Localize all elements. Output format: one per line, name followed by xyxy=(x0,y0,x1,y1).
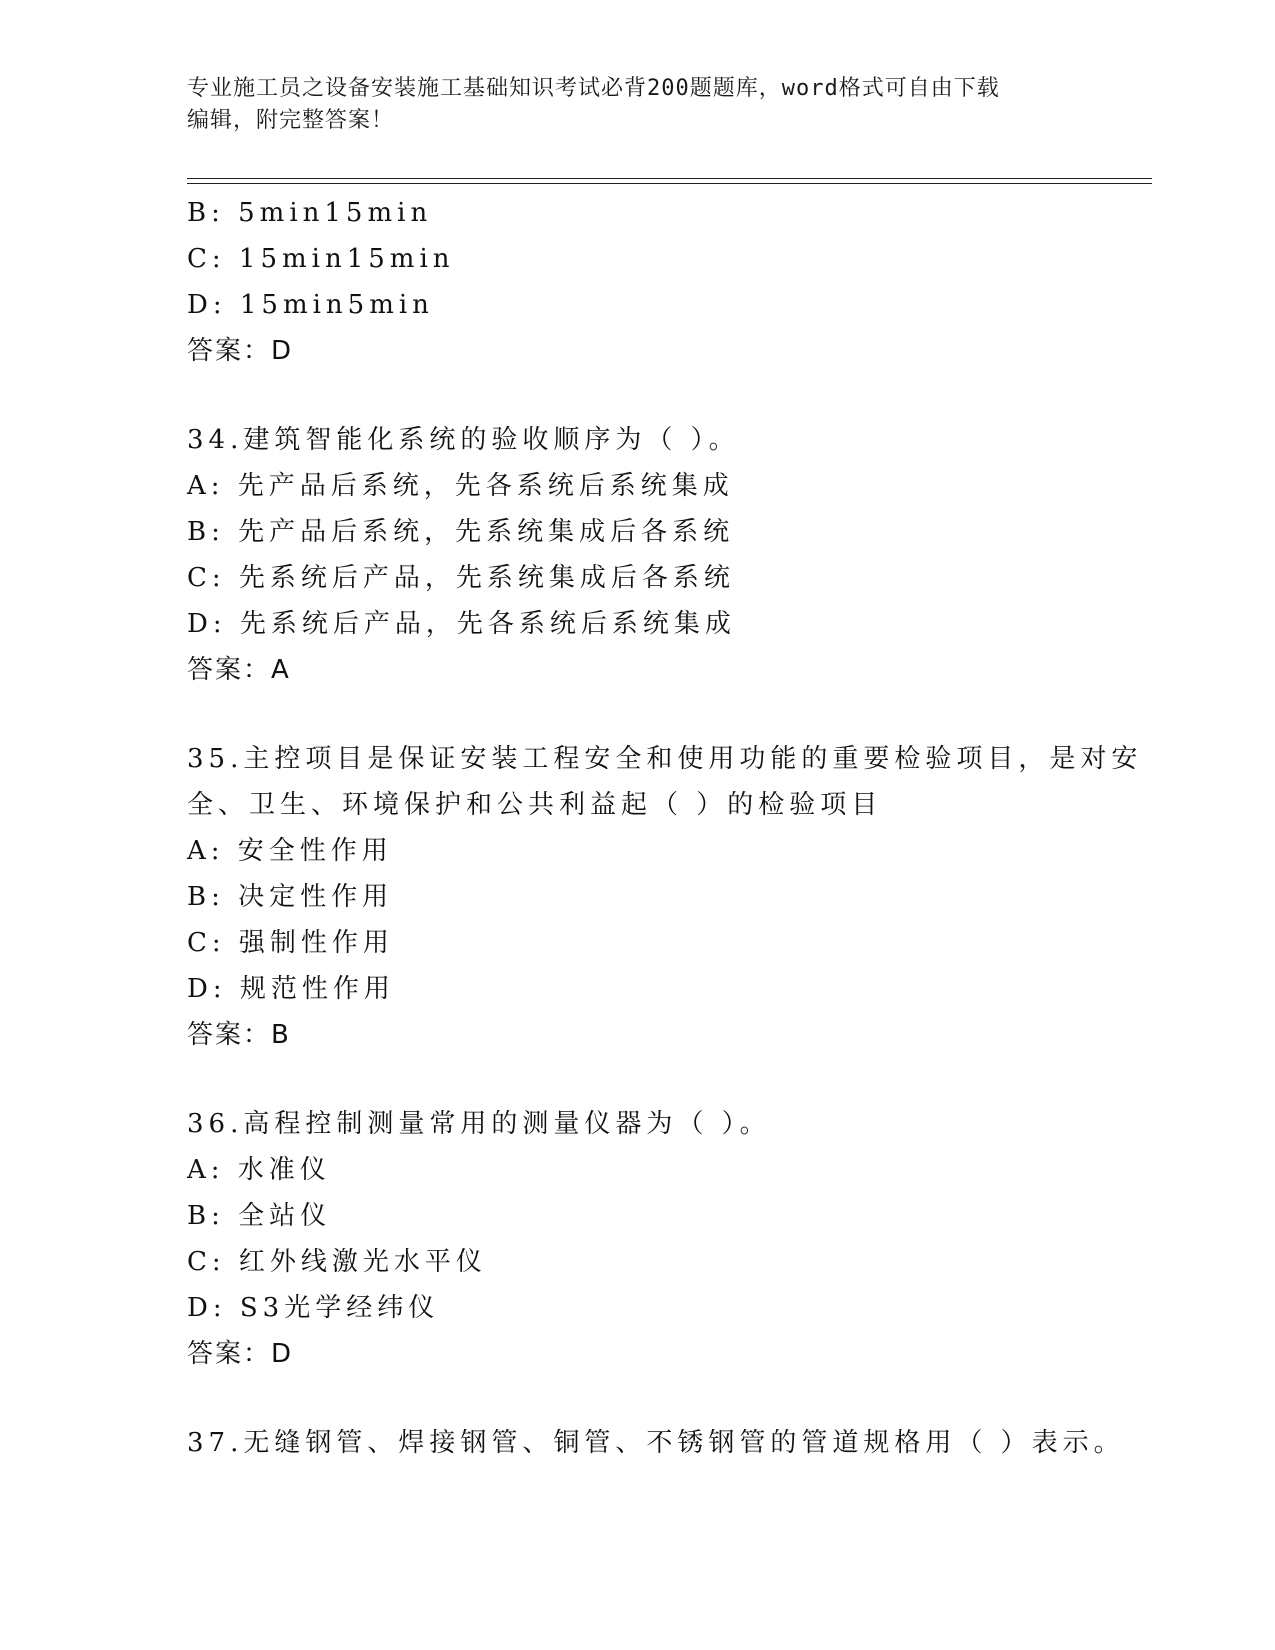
document-header xyxy=(187,73,1067,137)
option-b: B: 5min15min xyxy=(187,198,433,228)
option-d: D: 15min5min xyxy=(187,290,434,320)
option-a: A: 安全性作用 xyxy=(187,836,393,866)
option-c: C: 红外线激光水平仪 xyxy=(187,1247,487,1277)
question-stem: 35.主控项目是保证安装工程安全和使用功能的重要检验项目，是对安 xyxy=(187,744,1143,774)
question-36 xyxy=(187,1101,1087,1377)
option-c: C: 先系统后产品，先系统集成后各系统 xyxy=(187,563,735,593)
option-c: C: 15min15min xyxy=(187,244,455,274)
answer-line: 答案：D xyxy=(187,336,294,366)
question-fragment xyxy=(187,190,1087,374)
option-c: C: 强制性作用 xyxy=(187,928,394,958)
header-divider-bottom xyxy=(187,183,1152,184)
option-b: B: 决定性作用 xyxy=(187,882,394,912)
question-stem-continued: 全、卫生、环境保护和公共利益起（ ）的检验项目 xyxy=(187,790,883,820)
spacer xyxy=(187,1377,1087,1420)
question-35 xyxy=(187,736,1143,1058)
option-d: D: 先系统后产品，先各系统后系统集成 xyxy=(187,609,736,639)
header-divider-top xyxy=(187,178,1152,179)
question-34 xyxy=(187,417,1087,693)
spacer xyxy=(187,374,1087,417)
question-stem: 36.高程控制测量常用的测量仪器为（ ）。 xyxy=(187,1109,771,1139)
spacer xyxy=(187,1058,1087,1101)
answer-line: 答案：D xyxy=(187,1339,294,1369)
option-a: A: 先产品后系统，先各系统后系统集成 xyxy=(187,471,734,501)
option-a: A: 水准仪 xyxy=(187,1155,331,1185)
option-d: D: 规范性作用 xyxy=(187,974,395,1004)
option-b: B: 先产品后系统，先系统集成后各系统 xyxy=(187,517,735,547)
question-list xyxy=(187,190,1143,1466)
header-line-2: 编辑，附完整答案！ xyxy=(187,108,395,133)
answer-line: 答案：B xyxy=(187,1020,291,1050)
spacer xyxy=(187,693,1087,736)
option-b: B: 全站仪 xyxy=(187,1201,332,1231)
question-stem: 34.建筑智能化系统的验收顺序为（ ）。 xyxy=(187,425,740,455)
header-line-1: 专业施工员之设备安装施工基础知识考试必背200题题库，word格式可自由下载 xyxy=(187,76,1000,101)
option-d: D: S3光学经纬仪 xyxy=(187,1293,440,1323)
answer-line: 答案：A xyxy=(187,655,291,685)
question-stem: 37.无缝钢管、焊接钢管、铜管、不锈钢管的管道规格用（ ）表示。 xyxy=(187,1428,1125,1458)
question-37 xyxy=(187,1420,1125,1466)
